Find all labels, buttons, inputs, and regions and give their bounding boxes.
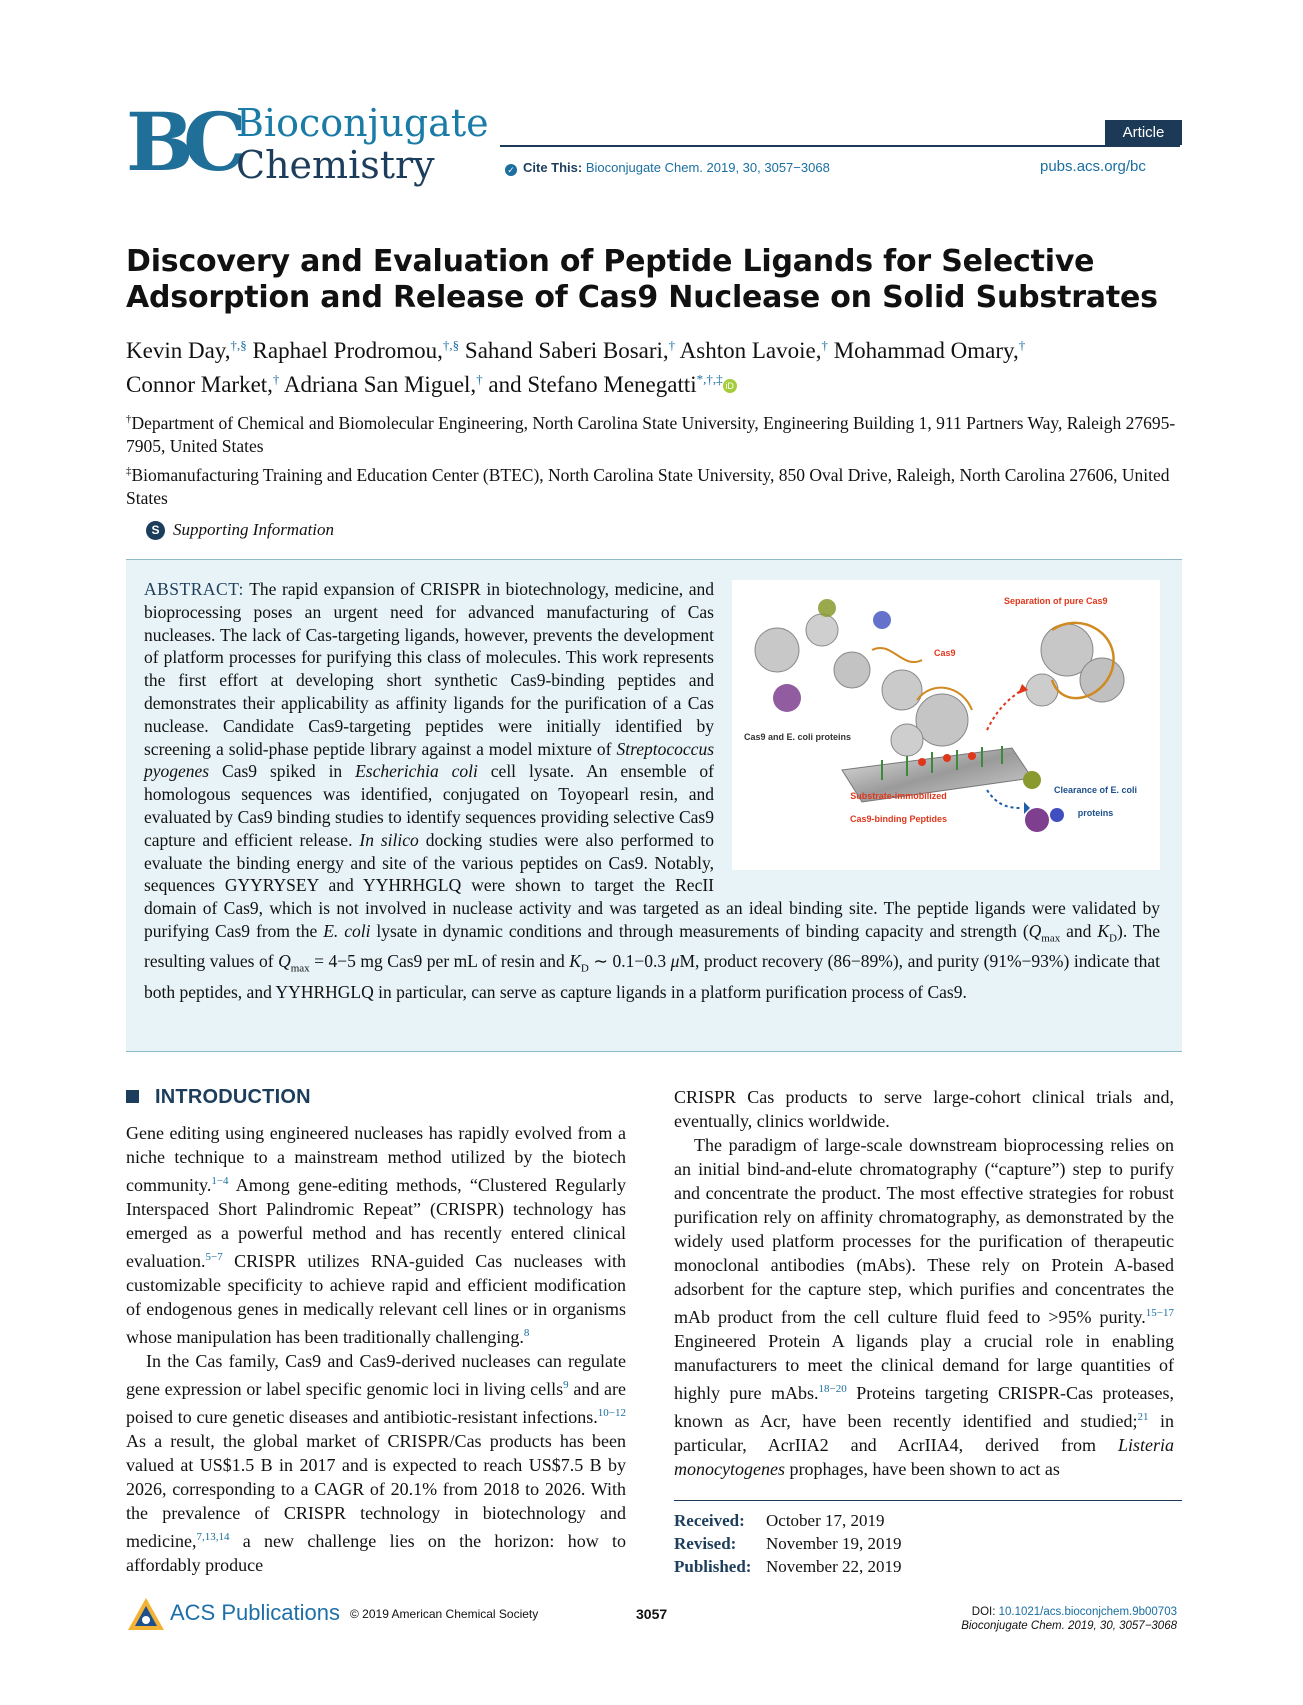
toc-label-separation: Separation of pure Cas9 [1004, 596, 1108, 606]
author[interactable]: Adriana San Miguel,† [283, 371, 483, 398]
toc-label-mixture: Cas9 and E. coli proteins [744, 732, 852, 742]
supporting-information-link[interactable] [146, 520, 334, 540]
toc-label-cas9: Cas9 [934, 648, 956, 658]
acs-logo-icon [126, 1596, 166, 1634]
toc-label-substrate: Substrate-immobilized Cas9-binding Peptides [850, 791, 948, 824]
citation-link[interactable]: 21 [1137, 1411, 1149, 1423]
journal-name-line1: Bioconjugate [236, 101, 489, 145]
author[interactable]: Ashton Lavoie,† [679, 337, 828, 363]
citation-link[interactable]: 15−17 [1145, 1307, 1174, 1319]
paragraph: In the Cas family, Cas9 and Cas9-derived nucleases can regulate gene expression or label specific genomic loci in living cells$^9$ and are poised to cure genetic diseases and antibiotic-resistant infections.$^{10-12}$ As a result, the global market of CRISPR/Cas products has been valued at US$1.5 B in 2017 and is expected to reach US$7.5 B by 2026, corresponding to a CAGR of 20.1% from 2018 to 2026. With the prevalence of CRISPR technology in biotechnology and medicine,$^{7,13,14}$ a new challenge lies on the horizon: how to affordably produce [126, 1351, 626, 1575]
citation-link[interactable]: 8 [523, 1327, 530, 1339]
supporting-info-icon: S [146, 521, 165, 540]
article-title: Discovery and Evaluation of Peptide Ligands for Selective Adsorption and Release of Cas9 Nuclease on Solid Substrates [126, 244, 1158, 315]
dates-rule [674, 1500, 1182, 1501]
citation-link[interactable]: 10−12 [597, 1407, 626, 1419]
toc-label-clearance: Clearance of E. coli proteins [1054, 785, 1138, 818]
cite-label: Cite This: [523, 160, 583, 175]
section-bullet-icon [126, 1090, 139, 1103]
orcid-icon[interactable]: iD [723, 379, 737, 393]
header-rule [500, 145, 1180, 147]
body-column-right [674, 1085, 1174, 1481]
journal-name-line2: Chemistry [236, 143, 435, 187]
abstract-box [126, 559, 1182, 1052]
paragraph: Gene editing using engineered nucleases has rapidly evolved from a niche technique to a mainstream method utilized by the biotech community.$^{1-4}$ Among gene-editing methods, “Clustered Regularly Interspaced Short Palindromic Repeat” (CRISPR) technology has emerged as a powerful method and has recently entered clinical evaluation.$^{5-7}$ CRISPR utilizes RNA-guided Cas nucleases with customizable specificity to achieve rapid and efficient modification of endogenous genes in medically relevant cell lines or in organisms whose manipulation has been traditionally challenging.$^8$ [126, 1123, 626, 1347]
section-heading: INTRODUCTION [126, 1085, 626, 1109]
author[interactable]: Connor Market,† [126, 371, 280, 398]
author[interactable]: Kevin Day,†,§ [126, 337, 247, 363]
citation-link[interactable]: 7,13,14 [196, 1531, 230, 1543]
article-type-badge: Article [1105, 120, 1182, 145]
supporting-info-label: Supporting Information [173, 520, 335, 539]
abstract-label: ABSTRACT: [144, 579, 244, 599]
journal-url-link[interactable]: pubs.acs.org/bc [1040, 158, 1146, 175]
doi-link[interactable]: 10.1021/acs.bioconjchem.9b00703 [998, 1606, 1177, 1618]
affiliation: ‡Biomanufacturing Training and Education Center (BTEC), North Carolina State University, 850 Oval Drive, Raleigh, North Carolina 27606, United States [126, 464, 1170, 508]
date-row-received: Received: October 17, 2019 [674, 1511, 885, 1530]
footer-citation: Bioconjugate Chem. 2019, 30, 3057−3068 [961, 1620, 1177, 1632]
date-row-published: Published: November 22, 2019 [674, 1557, 902, 1576]
date-row-revised: Revised: November 19, 2019 [674, 1534, 902, 1553]
paragraph: CRISPR Cas products to serve large-cohort clinical trials and, eventually, clinics worldwide. [674, 1087, 1174, 1131]
copyright: © 2019 American Chemical Society [350, 1607, 539, 1621]
author[interactable]: and Stefano Menegatti*,†,‡ [488, 371, 723, 398]
citation-link[interactable]: 9 [563, 1379, 569, 1391]
toc-graphic [732, 580, 1160, 870]
affiliation: †Department of Chemical and Biomolecular Engineering, North Carolina State University, Engineering Building 1, 911 Partners Way, Raleigh 27695-7905, United States [126, 412, 1176, 456]
citation-link[interactable]: 1−4 [211, 1175, 229, 1187]
cite-reference[interactable]: Bioconjugate Chem. 2019, 30, 3057−3068 [585, 160, 830, 175]
citation-link[interactable]: 5−7 [205, 1251, 223, 1263]
checkmark-icon: ✓ [505, 164, 517, 176]
author[interactable]: Raphael Prodromou,†,§ [252, 337, 460, 363]
citation-link[interactable]: 18−20 [818, 1383, 847, 1395]
journal-logo [126, 95, 506, 190]
author[interactable]: Mohammad Omary,† [833, 337, 1026, 363]
cite-this[interactable] [505, 160, 830, 176]
journal-logo-letters: BC [126, 95, 235, 189]
author-list [126, 330, 1186, 399]
author[interactable]: Sahand Saberi Bosari,† [464, 337, 676, 363]
body-column-left [126, 1085, 626, 1577]
journal-logo-name [236, 102, 489, 186]
page-number: 3057 [636, 1606, 668, 1622]
paragraph: The paradigm of large-scale downstream bioprocessing relies on an initial bind-and-elute chromatography (“capture”) step to purify and concentrate the product. The most effective strategies for robust purification rely on affinity chromatography, as demonstrated by the widely used platform processes for the purification of therapeutic monoclonal antibodies (mAbs). These rely on Protein A-based adsorbent for the capture step, which purifies and concentrates the mAb product from the cell culture fluid feed to >95% purity.$^{15-17}$ Engineered Protein A ligands play a crucial role in enabling manufacturers to meet the clinical demand for large quantities of highly pure mAbs.$^{18-20}$ Proteins targeting CRISPR-Cas proteases, known as Acr, have been recently identified and studied;$^{21}$ in particular, AcrIIA2 and AcrIIA4, derived from Listeria monocytogenes prophages, have been shown to act as [674, 1135, 1175, 1479]
publication-dates [674, 1509, 902, 1578]
abstract-text: Separation of pure Cas9 Cas9 Cas9 and E. coli proteins Substrate-immobilized Cas9-binding Peptides Clearance of E. coli proteins ABSTRACT: The rapid expansion of CRISPR in biotechnology, medicine, and bioprocessing poses an urgent need for advanced manufacturing of Cas nucleases. The lack of Cas-targeting ligands, however, prevents the development of platform processes for purifying this class of molecules. This work represents the first effort at developing short synthetic Cas9-binding peptides and demonstrates their applicability as affinity ligands for the purification of a Cas nuclease. Candidate Cas9-targeting peptides were initially identified by screening a solid-phase peptide library against a model mixture of Streptococcus pyogenes Cas9 spiked in Escherichia coli cell lysate. An ensemble of homologous sequences was identified, conjugated on Toyopearl resin, and evaluated by Cas9 binding studies to identify sequences providing selective Cas9 capture and efficient release. In silico docking studies were also performed to evaluate the binding energy and site of the various peptides on Cas9. Notably, sequences GYYRYSEY and YYHRHGLQ were shown to target the RecII domain of Cas9, which is not involved in nuclease activity and was targeted as an ideal binding site. The peptide ligands were validated by purifying Cas9 from the E. coli lysate in dynamic conditions and through measurements of binding capacity and strength ($Q_{max}$ and $K_D$). The resulting values of $Q_{max} = 4-5$ mg Cas9 per mL of resin and $K_D$ ∼ 0.1−0.3 μM, product recovery (86−89%), and purity (91%−93%) indicate that both peptides, and YYHRHGLQ in particular, can serve as capture ligands in a platform purification process of Cas9. [144, 579, 1161, 1002]
publisher-name[interactable]: ACS Publications [170, 1600, 340, 1625]
doi-block: DOI: 10.1021/acs.bioconjchem.9b00703 Bioconjugate Chem. 2019, 30, 3057−3068 [961, 1606, 1177, 1632]
